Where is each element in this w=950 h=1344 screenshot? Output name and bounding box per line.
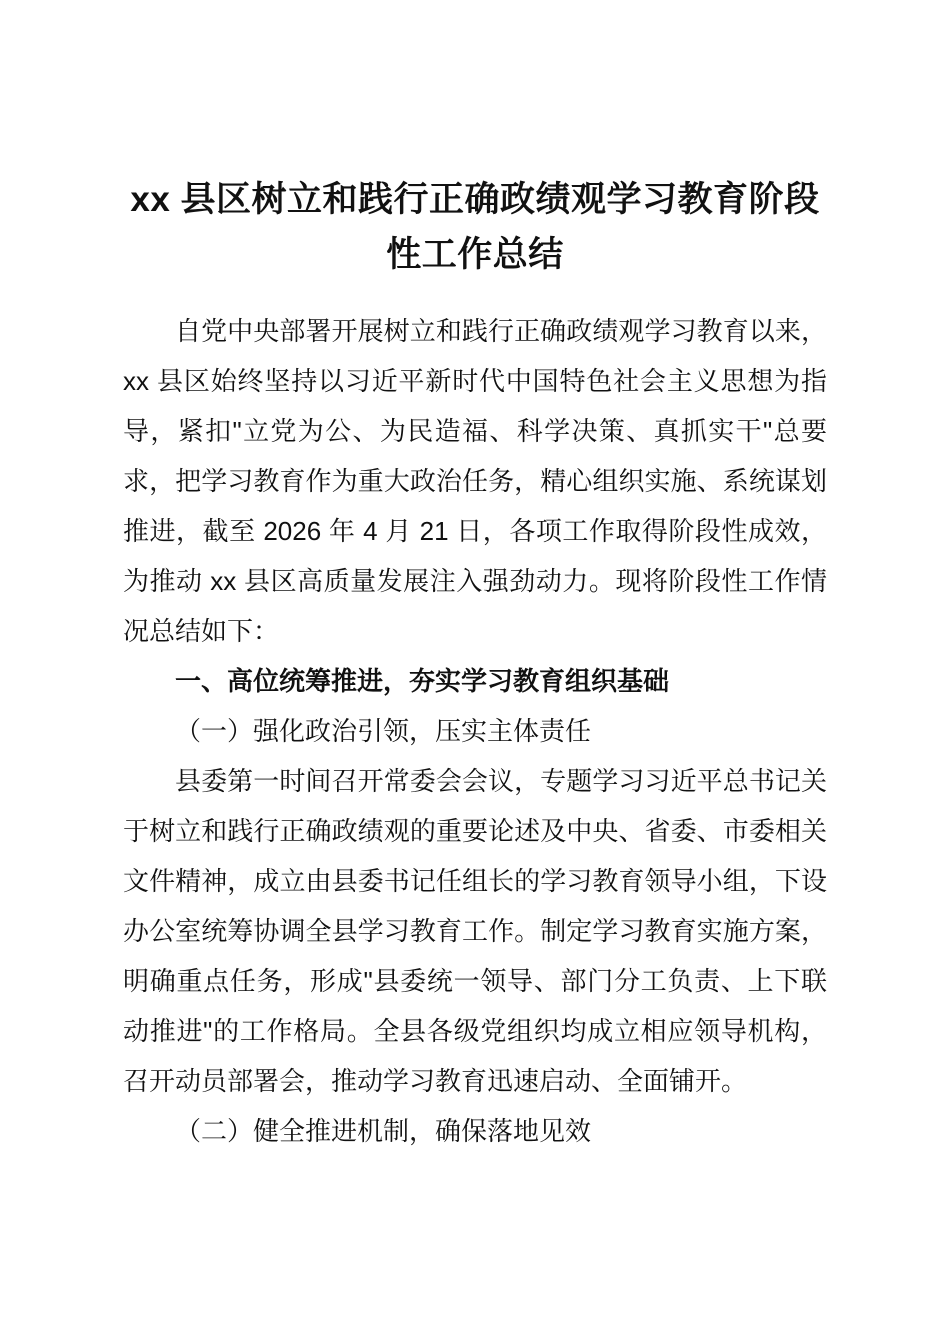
subsection-heading-one-one: （一）强化政治引领，压实主体责任	[175, 716, 592, 746]
section-heading-one: 一、高位统筹推进，夯实学习教育组织基础	[175, 666, 670, 696]
intro-paragraph: 自党中央部署开展树立和践行正确政绩观学习教育以来，xx 县区始终坚持以习近平新时代中国特色社会主义思想为指导，紧扣"立党为公、为民造福、科学决策、真抓实干"总要求，把学习教育作为重大政治任务，精心组织实施、系统谋划推进，截至 2026 年 4 月 21 日，各项工作取得阶段性成效，为推动 xx 县区高质量发展注入强劲动力。现将阶段性工作情况总结如下：	[123, 316, 827, 646]
subsection-heading-one-two: （二）健全推进机制，确保落地见效	[175, 1116, 592, 1146]
body-paragraph: 县委第一时间召开常委会会议，专题学习习近平总书记关于树立和践行正确政绩观的重要论述及中央、省委、市委相关文件精神，成立由县委书记任组长的学习教育领导小组，下设办公室统筹协调全县学习教育工作。制定学习教育实施方案，明确重点任务，形成"县委统一领导、部门分工负责、上下联动推进"的工作格局。全县各级党组织均成立相应领导机构，召开动员部署会，推动学习教育迅速启动、全面铺开。	[123, 766, 827, 1096]
document-title: xx 县区树立和践行正确政绩观学习教育阶段性工作总结	[130, 180, 820, 274]
